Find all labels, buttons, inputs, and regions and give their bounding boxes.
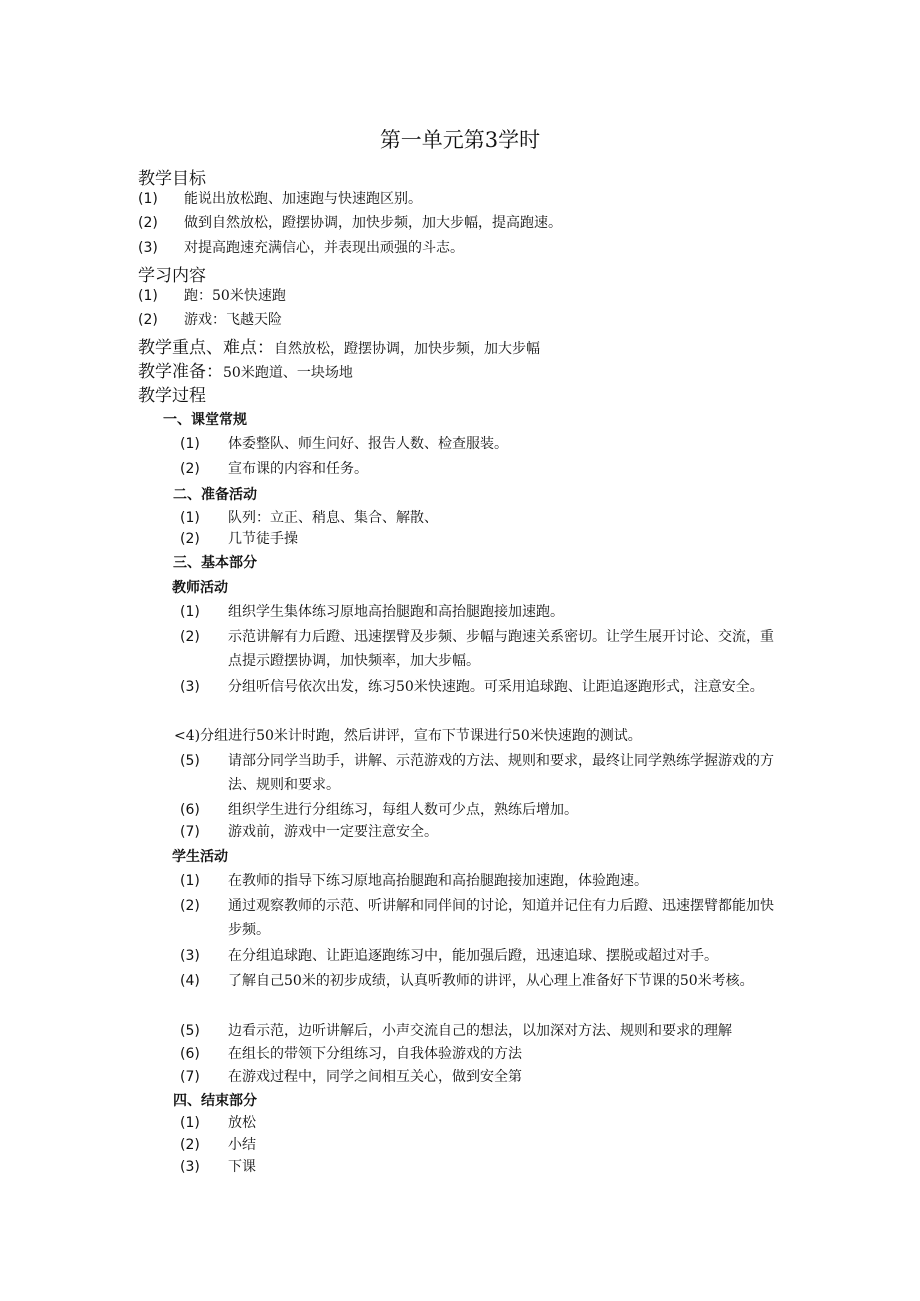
- list-item: (1) 体委整队、师生问好、报告人数、检查服装。: [180, 436, 508, 452]
- process-heading: 教学过程: [138, 386, 206, 406]
- list-item: (5) 请部分同学当助手，讲解、示范游戏的方法、规则和要求，最终让同学熟练学握游戏的方法、规则和要求。: [180, 753, 774, 793]
- list-item: (4) 了解自己50米的初步成绩，认真听教师的讲评，从心理上准备好下节课的50米考核。: [180, 973, 754, 989]
- page-title: 第一单元第3学时: [379, 128, 541, 152]
- list-item: (1) 队列：立正、稍息、集合、解散、: [180, 510, 438, 526]
- section-heading: 四、结束部分: [173, 1093, 257, 1109]
- teacher-activity-heading: 教师活动: [172, 580, 228, 596]
- list-item: (5) 边看示范，边听讲解后，小声交流自己的想法，以加深对方法、规则和要求的理解: [180, 1023, 732, 1039]
- list-item: <4)分组进行50米计时跑，然后讲评，宣布下节课进行50米快速跑的测试。: [174, 728, 642, 744]
- section-heading: 三、基本部分: [173, 555, 257, 571]
- list-item: (3) 对提高跑速充满信心，并表现出顽强的斗志。: [138, 240, 464, 256]
- list-item: (1) 在教师的指导下练习原地高抬腿跑和高抬腿跑接加速跑，体验跑速。: [180, 873, 648, 889]
- key-points: 教学重点、难点：自然放松，蹬摆协调，加快步频，加大步幅: [138, 338, 540, 358]
- section-heading: 一、课堂常规: [163, 412, 247, 428]
- list-item: (2) 小结: [180, 1137, 256, 1153]
- goals-heading: 教学目标: [138, 169, 206, 189]
- list-item: (2) 游戏：飞越天险: [138, 312, 282, 328]
- list-item: (2) 示范讲解有力后蹬、迅速摆臂及步频、步幅与跑速关系密切。让学生展开讨论、交流，重点提示蹬摆协调，加快频率，加大步幅。: [180, 629, 774, 669]
- list-item: (1) 组织学生集体练习原地高抬腿跑和高抬腿跑接加速跑。: [180, 604, 564, 620]
- list-item: (7) 在游戏过程中，同学之间相互关心，做到安全第: [180, 1069, 522, 1085]
- list-item: (3) 在分组追球跑、让距追逐跑练习中，能加强后蹬，迅速追球、摆脱或超过对手。: [180, 948, 718, 964]
- section-heading: 二、准备活动: [173, 487, 257, 503]
- list-item: (2) 做到自然放松，蹬摆协调，加快步频，加大步幅，提高跑速。: [138, 215, 562, 231]
- list-item: (1) 放松: [180, 1115, 256, 1131]
- list-item: (1) 能说出放松跑、加速跑与快速跑区别。: [138, 191, 422, 207]
- content-heading: 学习内容: [138, 266, 206, 286]
- list-item: (2) 宣布课的内容和任务。: [180, 461, 368, 477]
- list-item: (7) 游戏前，游戏中一定要注意安全。: [180, 824, 438, 840]
- list-item: (3) 下课: [180, 1159, 256, 1175]
- preparation: 教学准备：50米跑道、一块场地: [138, 362, 353, 382]
- list-item: (3) 分组听信号依次出发，练习50米快速跑。可采用追球跑、让距追逐跑形式，注意安全。: [180, 679, 764, 695]
- list-item: (2) 几节徒手操: [180, 531, 298, 547]
- student-activity-heading: 学生活动: [172, 849, 228, 865]
- list-item: (2) 通过观察教师的示范、听讲解和同伴间的讨论，知道并记住有力后蹬、迅速摆臂都能加快步频。: [180, 898, 774, 938]
- list-item: (6) 组织学生进行分组练习，每组人数可少点，熟练后增加。: [180, 802, 578, 818]
- list-item: (6) 在组长的带领下分组练习，自我体验游戏的方法: [180, 1046, 522, 1062]
- list-item: (1) 跑：50米快速跑: [138, 288, 286, 304]
